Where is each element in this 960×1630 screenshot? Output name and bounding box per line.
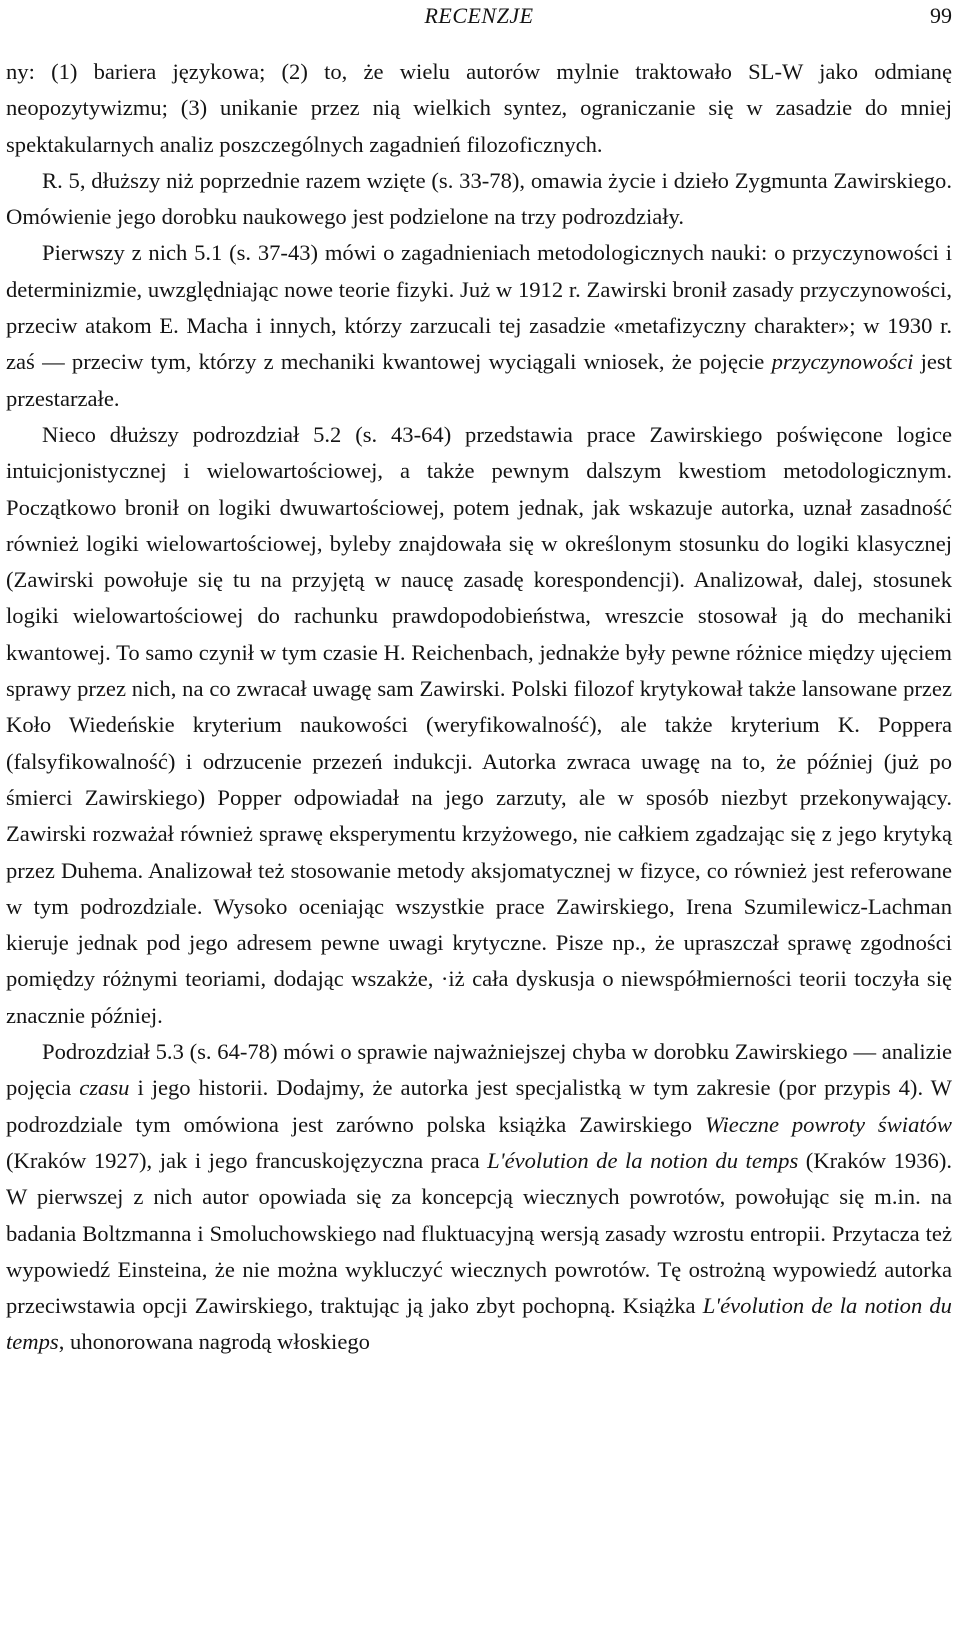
page-number: 99 bbox=[930, 3, 952, 28]
article-body bbox=[6, 54, 952, 1361]
paragraph-p3 bbox=[6, 235, 952, 416]
italic-title-text: Wieczne powroty światów bbox=[704, 1111, 953, 1137]
paragraph-p1 bbox=[6, 54, 952, 163]
paragraph-text: R. 5, dłuższy niż poprzednie razem wzięte (s. 33-78), omawia życie i dzieło Zygmunta Zawirskiego. Omówienie jego dorobku naukowego jest podzielone na trzy podrozdziały. bbox=[6, 167, 952, 230]
paragraph-text: jest przestarzałe. bbox=[6, 349, 952, 411]
italic-title-text: czasu bbox=[79, 1075, 130, 1101]
paragraph-text: (Kraków 1936). W pierwszej z nich autor opowiada się za koncepcją wiecznych powrotów, powołując się m.in. na badania Boltzmanna i Smoluchowskiego nad fluktuacyjną wersją zasady wzrostu entropii. Przytacza też wypowiedź Einsteina, że nie można wykluczyć wiecznych powrotów. Tę ostrożną wypowiedź autorka przeciwstawia opcji Zawirskiego, traktując ją jako zbyt pochopną. Książka bbox=[6, 1147, 952, 1319]
paragraph-text: i jego historii. Dodajmy, że autorka jest specjalistką w tym zakresie (por przypis 4). W podrozdziale tym omówiona jest zarówno polska książka Zawirskiego bbox=[6, 1075, 952, 1137]
paragraph-text: (Kraków 1927), jak i jego francuskojęzyczna praca bbox=[6, 1147, 488, 1173]
paragraph-p2 bbox=[6, 163, 952, 236]
book-page bbox=[6, 0, 952, 1361]
italic-title-text: L'évolution de la notion du temps bbox=[487, 1147, 799, 1173]
paragraph-text: Podrozdział 5.3 (s. 64-78) mówi o sprawie najważniejszej chyba w dorobku Zawirskiego — analizie pojęcia bbox=[6, 1039, 952, 1101]
paragraph-text: Nieco dłuższy podrozdział 5.2 (s. 43-64) przedstawia prace Zawirskiego poświęcone logice intuicjonistycznej i wielowartościowej, a także pewnym dalszym kwestiom metodologicznym. Początkowo bronił on logiki dwuwartościowej, potem jednak, jak wskazuje autorka, uznał zasadność również logiki wielowartościowej, byleby znajdowała się w określonym stosunku do logiki klasycznej (Zawirski powołuje się tu na przyjętą w naucę zasadę korespondencji). Analizował, dalej, stosunek logiki wielowartościowej do rachunku prawdopodobieństwa, wreszcie stosował ją do mechaniki kwantowej. To samo czynił w tym czasie H. Reichenbach, jednakże były pewne różnice między ujęciem sprawy przez nich, na co zwracał uwagę sam Zawirski. Polski filozof krytykował także lansowane przez Koło Wiedeńskie kryterium naukowości (weryfikowalność), ale także kryterium K. Poppera (falsyfikowalność) i odrzucenie przezeń indukcji. Autorka zwraca uwagę na to, że później (już po śmierci Zawirskiego) Popper odpowiadał na jego zarzuty, ale w sposób niezbyt przekonywający. Zawirski rozważał również sprawę eksperymentu krzyżowego, nie całkiem zgadzając się z jego krytyką przez Duhema. Analizował też stosowanie metody aksjomatycznej w fizyce, co również jest referowane w tym podrozdziale. Wysoko oceniając wszystkie prace Zawirskiego, Irena Szumilewicz-Lachman kieruje jednak pod jego adresem pewne uwagi krytyczne. Pisze np., że upraszczał sprawę zgodności pomiędzy różnymi teoriami, dodając wszakże, ·iż cała dyskusja o niewspółmierności teorii toczyła się znacznie później. bbox=[6, 421, 952, 1028]
running-title: RECENZJE bbox=[424, 3, 534, 28]
italic-title-text: L'évolution de la notion du temps bbox=[6, 1293, 952, 1355]
paragraph-text: ny: (1) bariera językowa; (2) to, że wielu autorów mylnie traktowało SL-W jako odmianę neopozytywizmu; (3) unikanie przez nią wielkich syntez, ograniczanie się w zasadzie do mniej spektakularnych analiz poszczególnych zagadnień filozoficznych. bbox=[6, 59, 952, 157]
paragraph-p4 bbox=[6, 417, 952, 1034]
italic-title-text: przyczynowości bbox=[771, 349, 914, 375]
paragraph-text: Pierwszy z nich 5.1 (s. 37-43) mówi o zagadnieniach metodologicznych nauki: o przyczynowości i determinizmie, uwzględniając nowe teorie fizyki. Już w 1912 r. Zawirski bronił zasady przyczynowości, przeciw atakom E. Macha i innych, którzy zarzucali tej zasadzie «metafizyczny charakter»; w 1930 r. zaś — przeciw tym, którzy z mechaniki kwantowej wyciągali wniosek, że pojęcie bbox=[6, 240, 952, 375]
paragraph-p5 bbox=[6, 1034, 952, 1361]
paragraph-text: , uhonorowana nagrodą włoskiego bbox=[58, 1329, 370, 1355]
running-header bbox=[6, 2, 952, 30]
